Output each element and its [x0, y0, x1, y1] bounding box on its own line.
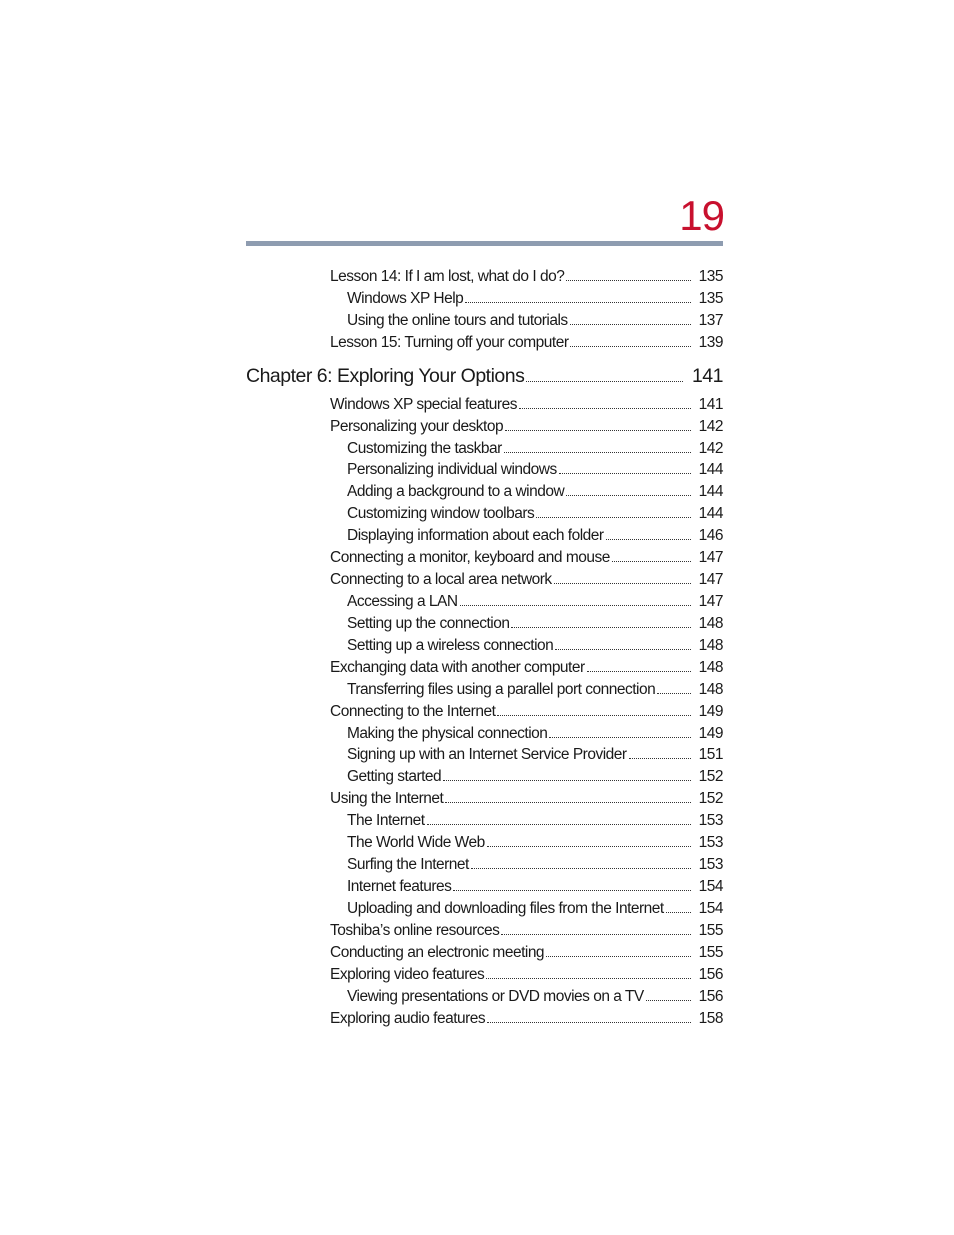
dot-leader [443, 780, 691, 781]
toc-entry-title: Connecting a monitor, keyboard and mouse [330, 549, 610, 567]
toc-entry[interactable] [246, 591, 723, 613]
toc-entry-page: 153 [698, 834, 723, 852]
toc-entry-page: 158 [698, 1009, 723, 1027]
toc-entry-page: 144 [698, 461, 723, 479]
toc-entry-page: 147 [698, 592, 723, 610]
dot-leader [526, 381, 683, 382]
toc-entry[interactable] [246, 744, 723, 766]
dot-leader [453, 890, 691, 891]
toc-entry-title: Viewing presentations or DVD movies on a TV [347, 987, 644, 1005]
toc-entry-page: 148 [698, 614, 723, 632]
dot-leader [460, 605, 691, 606]
toc-entry-page: 155 [698, 943, 723, 961]
toc-entry[interactable] [246, 701, 723, 723]
toc-entry-title: Windows XP Help [347, 289, 464, 307]
toc-entry-page: 141 [698, 395, 723, 413]
toc-entry[interactable] [246, 288, 723, 310]
toc-entry-title: Exploring video features [330, 965, 485, 983]
toc-entry-page: 148 [698, 658, 723, 676]
toc-entry-title: Lesson 14: If I am lost, what do I do? [330, 268, 565, 285]
toc-entry-title: Adding a background to a window [347, 483, 565, 501]
toc-entry[interactable] [246, 832, 723, 854]
dot-leader [559, 473, 691, 474]
toc-entry[interactable] [246, 332, 723, 354]
toc-entry[interactable] [246, 481, 723, 503]
dot-leader [465, 302, 691, 303]
toc-entry-page: 154 [698, 877, 723, 895]
toc-entry-title: The Internet [347, 812, 425, 830]
toc-entry-title: Conducting an electronic meeting [330, 943, 545, 961]
dot-leader [519, 408, 691, 409]
toc-entry-page: 147 [698, 571, 723, 589]
toc-entry[interactable] [246, 723, 723, 745]
toc-entry-title: The World Wide Web [347, 834, 485, 852]
toc-entry-title: Using the online tours and tutorials [347, 311, 568, 329]
dot-leader [566, 495, 691, 496]
dot-leader [536, 517, 691, 518]
toc-entry-page: 154 [698, 899, 723, 917]
toc-entry-title: Setting up the connection [347, 614, 510, 632]
dot-leader [471, 868, 691, 869]
toc-entry-title: Signing up with an Internet Service Provider [347, 746, 627, 764]
toc-entry-title: Setting up a wireless connection [347, 636, 554, 654]
toc-entry-page: 142 [698, 417, 723, 435]
dot-leader [549, 737, 691, 738]
toc-entry-title: Connecting to a local area network [330, 571, 552, 589]
toc-entry-title: Exploring audio features [330, 1009, 486, 1027]
dot-leader [497, 715, 691, 716]
toc-entry-page: 156 [698, 987, 723, 1005]
toc-entry-page: 141 [691, 364, 723, 387]
toc-entry-title: Connecting to the Internet [330, 702, 496, 720]
toc-entry-title: Surfing the Internet [347, 856, 469, 874]
table-of-contents [246, 266, 723, 1029]
toc-entry[interactable] [246, 854, 723, 876]
toc-entry-title: Customizing window toolbars [347, 505, 535, 523]
toc-entry-page: 152 [698, 768, 723, 786]
toc-chapter-heading[interactable] [246, 362, 723, 390]
toc-entry[interactable] [246, 876, 723, 898]
dot-leader [646, 1000, 691, 1001]
toc-entry-title: Accessing a LAN [347, 592, 458, 610]
toc-entry[interactable] [246, 394, 723, 416]
toc-entry[interactable] [246, 657, 723, 679]
dot-leader [486, 978, 691, 979]
dot-leader [487, 1022, 691, 1023]
toc-entry-page: 153 [698, 812, 723, 830]
dot-leader [505, 430, 691, 431]
toc-entry[interactable] [246, 920, 723, 942]
dot-leader [501, 934, 691, 935]
toc-entry-title: Internet features [347, 877, 452, 895]
dot-leader [504, 452, 691, 453]
dot-leader [511, 627, 691, 628]
toc-entry[interactable] [246, 438, 723, 460]
toc-entry[interactable] [246, 503, 723, 525]
dot-leader [555, 649, 691, 650]
dot-leader [487, 846, 691, 847]
page-number: 19 [679, 192, 724, 239]
toc-entry-title: Using the Internet [330, 790, 444, 808]
dot-leader [554, 583, 691, 584]
toc-entry-page: 151 [698, 746, 723, 764]
toc-entry-page: 148 [698, 680, 723, 698]
toc-entry[interactable] [246, 898, 723, 920]
dot-leader [546, 956, 691, 957]
toc-entry-title: Personalizing your desktop [330, 417, 504, 435]
toc-entry-page: 148 [698, 636, 723, 654]
toc-entry-title: Customizing the taskbar [347, 439, 502, 457]
dot-leader [606, 539, 691, 540]
toc-entry-page: 137 [698, 311, 723, 329]
toc-entry[interactable] [246, 986, 723, 1008]
toc-entry-title: Transferring files using a parallel port connection [347, 680, 656, 698]
toc-entry-title: Getting started [347, 768, 442, 786]
toc-entry[interactable] [246, 569, 723, 591]
toc-entry-title: Making the physical connection [347, 724, 548, 742]
toc-entry[interactable] [246, 1008, 723, 1030]
toc-entry-page: 146 [698, 527, 723, 545]
toc-entry-title: Uploading and downloading files from the Internet [347, 899, 664, 917]
dot-leader [612, 561, 691, 562]
toc-entry-page: 152 [698, 790, 723, 808]
toc-entry[interactable] [246, 766, 723, 788]
dot-leader [587, 671, 691, 672]
toc-entry-page: 153 [698, 856, 723, 874]
toc-entry-page: 144 [698, 483, 723, 501]
header-rule [246, 241, 723, 246]
toc-entry-title: Windows XP special features [330, 395, 517, 413]
toc-entry[interactable] [246, 635, 723, 657]
dot-leader [570, 324, 691, 325]
dot-leader [427, 824, 691, 825]
toc-entry-page: 142 [698, 439, 723, 457]
dot-leader [666, 912, 691, 913]
toc-entry-page: 135 [698, 268, 723, 285]
toc-entry-title: Chapter 6: Exploring Your Options [246, 364, 525, 387]
toc-entry-page: 156 [698, 965, 723, 983]
toc-entry-title: Personalizing individual windows [347, 461, 557, 479]
dot-leader [657, 693, 691, 694]
toc-entry-page: 147 [698, 549, 723, 567]
toc-entry-title: Displaying information about each folder [347, 527, 604, 545]
dot-leader [566, 280, 691, 281]
toc-entry-page: 144 [698, 505, 723, 523]
toc-entry[interactable] [246, 964, 723, 986]
toc-entry-page: 149 [698, 702, 723, 720]
toc-entry[interactable] [246, 416, 723, 438]
toc-entry-title: Lesson 15: Turning off your computer [330, 333, 569, 351]
toc-entry[interactable] [246, 942, 723, 964]
toc-entry-title: Toshiba’s online resources [330, 921, 500, 939]
dot-leader [629, 758, 691, 759]
toc-entry[interactable] [246, 525, 723, 547]
toc-entry[interactable] [246, 547, 723, 569]
dot-leader [445, 802, 691, 803]
toc-entry[interactable] [246, 459, 723, 481]
dot-leader [570, 346, 691, 347]
toc-entry[interactable] [246, 613, 723, 635]
toc-entry[interactable] [246, 788, 723, 810]
toc-entry-title: Exchanging data with another computer [330, 658, 585, 676]
toc-entry[interactable] [246, 810, 723, 832]
toc-entry-page: 155 [698, 921, 723, 939]
toc-entry-page: 135 [698, 289, 723, 307]
toc-entry-page: 139 [698, 333, 723, 351]
toc-entry[interactable] [246, 310, 723, 332]
toc-entry[interactable] [246, 679, 723, 701]
toc-entry-page: 149 [698, 724, 723, 742]
toc-entry[interactable] [246, 266, 723, 288]
